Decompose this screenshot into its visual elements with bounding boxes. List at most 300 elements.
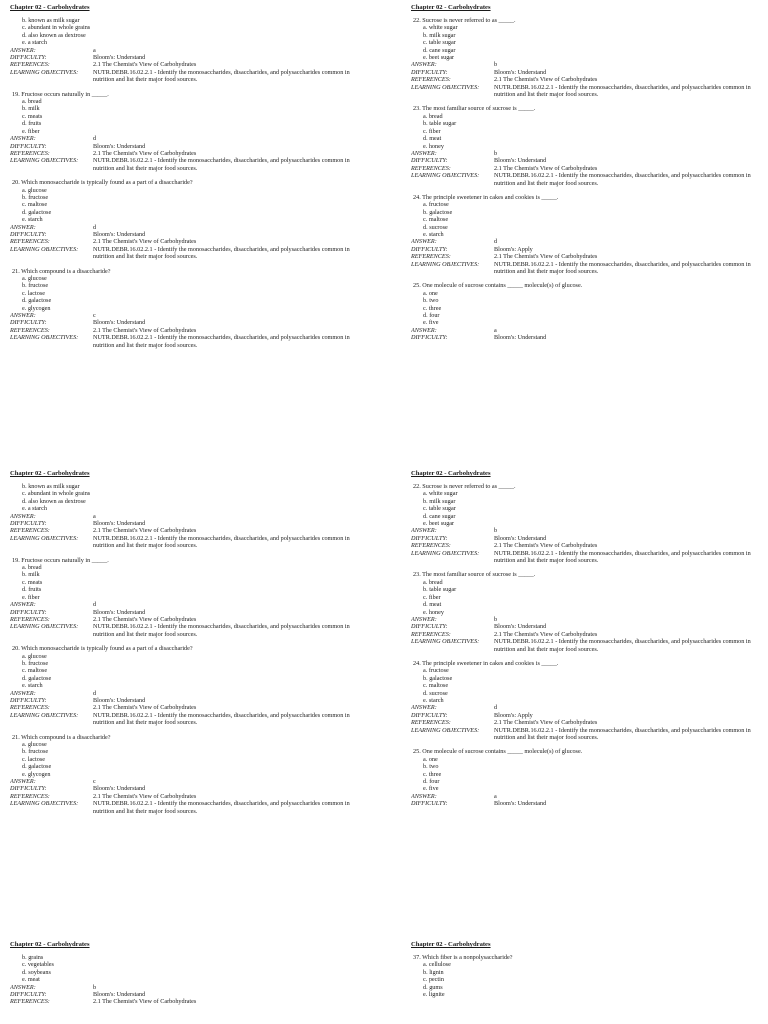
answer-label: ANSWER: — [411, 615, 437, 623]
option: b. two — [423, 297, 439, 305]
chapter-header: Chapter 02 - Carbohydrates — [411, 470, 491, 477]
difficulty-label: DIFFICULTY: — [10, 319, 47, 327]
objectives-value: NUTR.DEBR.16.02.2.1 - Identify the monosaccharides, disaccharides, and polysaccharides common in nutrition and list their major food sources. — [494, 638, 751, 653]
chapter-header: Chapter 02 - Carbohydrates — [411, 4, 491, 11]
answer-label: ANSWER: — [10, 601, 36, 609]
option: a. fructose — [423, 201, 449, 209]
answer-value: d — [93, 135, 97, 143]
references-value: 2.1 The Chemist's View of Carbohydrates — [93, 792, 197, 800]
question-25 — [411, 282, 761, 341]
references-label: REFERENCES: — [411, 164, 451, 172]
question-25 — [411, 748, 761, 807]
option: b. galactose — [423, 208, 453, 216]
question-continued — [10, 954, 360, 1006]
option: c. three — [423, 770, 442, 778]
answer-row — [411, 616, 761, 623]
answer-label: ANSWER: — [10, 46, 36, 54]
difficulty-value: Bloom's: Understand — [93, 520, 146, 528]
answer-row — [411, 527, 761, 534]
question-stem: 19. Fructose occurs naturally in _____. — [12, 90, 109, 98]
references-row — [10, 998, 360, 1005]
answer-value: d — [494, 238, 498, 246]
difficulty-value: Bloom's: Understand — [93, 142, 146, 150]
references-label: REFERENCES: — [411, 76, 451, 84]
objectives-row — [10, 246, 360, 261]
option: d. also known as dextrose — [22, 31, 86, 39]
objectives-label: LEARNING OBJECTIVES: — [411, 549, 480, 557]
option: e. glycogen — [22, 304, 51, 312]
option: e. beet sugar — [423, 54, 455, 62]
objectives-label: LEARNING OBJECTIVES: — [411, 260, 480, 268]
difficulty-label: DIFFICULTY: — [411, 623, 448, 631]
option: d. fruits — [22, 120, 42, 128]
answer-label: ANSWER: — [10, 223, 36, 231]
option: d. galactose — [22, 674, 52, 682]
difficulty-row — [10, 697, 360, 704]
answer-label: ANSWER: — [10, 312, 36, 320]
chapter-header: Chapter 02 - Carbohydrates — [10, 470, 90, 477]
option: c. table sugar — [423, 505, 456, 513]
difficulty-value: Bloom's: Understand — [93, 991, 146, 999]
option: e. a starch — [22, 39, 47, 47]
page-bottom-right — [411, 941, 761, 1024]
question-19 — [10, 557, 360, 638]
option: a. one — [423, 755, 438, 763]
option: e. beet sugar — [423, 520, 455, 528]
difficulty-value: Bloom's: Understand — [93, 54, 146, 62]
option: e. honey — [423, 608, 444, 616]
objectives-label: LEARNING OBJECTIVES: — [411, 726, 480, 734]
difficulty-label: DIFFICULTY: — [10, 142, 47, 150]
references-row — [411, 76, 761, 83]
chapter-header: Chapter 02 - Carbohydrates — [10, 941, 90, 948]
option: e. glycogen — [22, 770, 51, 778]
difficulty-row — [10, 609, 360, 616]
question-stem: 24. The principle sweetener in cakes and cookies is _____. — [413, 193, 559, 201]
option: c. table sugar — [423, 39, 456, 47]
references-row — [411, 542, 761, 549]
references-value: 2.1 The Chemist's View of Carbohydrates — [93, 238, 197, 246]
question-stem: 22. Sucrose is never referred to as _____. — [413, 17, 516, 24]
option: a. glucose — [22, 741, 47, 748]
references-label: REFERENCES: — [10, 527, 50, 535]
references-label: REFERENCES: — [10, 238, 50, 246]
option: c. maltose — [22, 201, 48, 209]
objectives-value: NUTR.DEBR.16.02.2.1 - Identify the monosaccharides, disaccharides, and polysaccharides common in nutrition and list their major food sources. — [93, 157, 350, 172]
answer-label: ANSWER: — [411, 61, 437, 69]
answer-row — [411, 704, 761, 711]
question-stem: 19. Fructose occurs naturally in _____. — [12, 556, 109, 564]
answer-label: ANSWER: — [10, 512, 36, 520]
answer-value: a — [93, 46, 96, 54]
difficulty-value: Bloom's: Understand — [93, 319, 146, 327]
option: d. galactose — [22, 763, 52, 771]
difficulty-row — [411, 157, 761, 164]
option: d. meat — [423, 135, 442, 143]
references-value: 2.1 The Chemist's View of Carbohydrates — [93, 704, 197, 712]
objectives-row — [10, 69, 360, 84]
references-label: REFERENCES: — [10, 998, 50, 1006]
difficulty-value: Bloom's: Understand — [494, 623, 547, 631]
difficulty-label: DIFFICULTY: — [10, 230, 47, 238]
option: b. milk sugar — [423, 497, 456, 505]
question-stem: 20. Which monosaccharide is typically found as a part of a disaccharide? — [12, 179, 193, 187]
option: e. meat — [22, 976, 40, 984]
option: c. pectin — [423, 976, 444, 984]
references-value: 2.1 The Chemist's View of Carbohydrates — [494, 542, 598, 550]
option: c. maltose — [423, 216, 449, 224]
option: b. fructose — [22, 748, 49, 756]
objectives-row — [411, 172, 761, 187]
objectives-value: NUTR.DEBR.16.02.2.1 - Identify the monosaccharides, disaccharides, and polysaccharides common in nutrition and list their major food sources. — [93, 334, 350, 349]
references-row — [411, 631, 761, 638]
difficulty-row — [411, 535, 761, 542]
references-value: 2.1 The Chemist's View of Carbohydrates — [494, 76, 598, 84]
option: e. starch — [423, 696, 444, 704]
question-stem: 21. Which compound is a disaccharide? — [12, 267, 111, 275]
difficulty-label: DIFFICULTY: — [10, 54, 47, 62]
references-value: 2.1 The Chemist's View of Carbohydrates — [93, 149, 197, 157]
question-37 — [411, 954, 761, 998]
option: c. maltose — [423, 682, 449, 690]
question-24 — [411, 660, 761, 741]
question-stem: 23. The most familiar source of sucrose is _____. — [413, 105, 536, 113]
references-row — [10, 150, 360, 157]
answer-label: ANSWER: — [411, 527, 437, 535]
option: e. five — [423, 785, 439, 793]
objectives-value: NUTR.DEBR.16.02.2.1 - Identify the monosaccharides, disaccharides, and polysaccharides common in nutrition and list their major food sources. — [93, 711, 350, 727]
option: b. grains — [22, 954, 44, 961]
answer-value: b — [494, 61, 498, 69]
objectives-row — [411, 550, 761, 565]
objectives-value: NUTR.DEBR.16.02.2.1 - Identify the monosaccharides, disaccharides, and polysaccharides common in nutrition and list their major food sources. — [93, 800, 350, 815]
references-label: REFERENCES: — [10, 149, 50, 157]
option: d. galactose — [22, 297, 52, 305]
objectives-row — [411, 84, 761, 99]
option: d. cane sugar — [423, 512, 456, 520]
difficulty-value: Bloom's: Understand — [93, 785, 146, 793]
option: c. lactose — [22, 289, 46, 297]
objectives-label: LEARNING OBJECTIVES: — [10, 711, 79, 719]
question-stem: 22. Sucrose is never referred to as _____. — [413, 483, 516, 490]
option: c. maltose — [22, 667, 48, 675]
option: c. abundant in whole grains — [22, 490, 91, 498]
answer-value: c — [93, 778, 96, 786]
option: b. milk sugar — [423, 31, 456, 39]
difficulty-value: Bloom's: Understand — [494, 68, 547, 76]
option: d. fruits — [22, 586, 42, 594]
answer-row — [10, 135, 360, 142]
answer-value: d — [93, 689, 97, 697]
objectives-value: NUTR.DEBR.16.02.2.1 - Identify the monosaccharides, disaccharides, and polysaccharides common in nutrition and list their major food sources. — [93, 623, 350, 638]
answer-value: b — [494, 615, 498, 623]
difficulty-label: DIFFICULTY: — [411, 534, 448, 542]
difficulty-value: Bloom's: Understand — [93, 230, 146, 238]
answer-value: a — [494, 326, 497, 334]
answer-value: d — [494, 704, 498, 712]
option: e. starch — [22, 682, 43, 690]
option: a. glucose — [22, 652, 47, 660]
difficulty-value: Bloom's: Understand — [494, 157, 547, 165]
references-value: 2.1 The Chemist's View of Carbohydrates — [494, 719, 598, 727]
option: c. lactose — [22, 755, 46, 763]
difficulty-label: DIFFICULTY: — [10, 991, 47, 999]
option: e. honey — [423, 142, 444, 150]
question-stem: 25. One molecule of sucrose contains _____ molecule(s) of glucose. — [413, 748, 583, 756]
option: b. fructose — [22, 659, 49, 667]
answer-value: b — [93, 983, 97, 991]
difficulty-label: DIFFICULTY: — [411, 711, 448, 719]
option: a. bread — [22, 98, 42, 106]
answer-row — [411, 61, 761, 68]
question-stem: 23. The most familiar source of sucrose is _____. — [413, 571, 536, 579]
objectives-label: LEARNING OBJECTIVES: — [10, 334, 79, 342]
answer-label: ANSWER: — [10, 135, 36, 143]
page-middle-left — [10, 470, 360, 935]
option: e. fiber — [22, 127, 40, 135]
difficulty-label: DIFFICULTY: — [10, 520, 47, 528]
objectives-row — [10, 334, 360, 349]
answer-label: ANSWER: — [10, 983, 36, 991]
question-stem: 20. Which monosaccharide is typically found as a part of a disaccharide? — [12, 645, 193, 653]
option: c. fiber — [423, 593, 441, 601]
difficulty-value: Bloom's: Apply — [494, 245, 533, 253]
difficulty-row — [10, 54, 360, 61]
question-18-continued — [10, 17, 360, 84]
option: b. milk — [22, 571, 40, 579]
question-22 — [411, 483, 761, 564]
question-stem: 21. Which compound is a disaccharide? — [12, 733, 111, 741]
option: a. glucose — [22, 186, 47, 194]
question-21 — [10, 268, 360, 349]
option: d. meat — [423, 601, 442, 609]
answer-value: c — [93, 312, 96, 320]
difficulty-label: DIFFICULTY: — [411, 245, 448, 253]
option: b. table sugar — [423, 120, 457, 128]
option: d. sucrose — [423, 223, 448, 231]
answer-value: a — [494, 792, 497, 800]
references-label: REFERENCES: — [411, 253, 451, 261]
references-row — [411, 165, 761, 172]
option: a. cellulose — [423, 961, 451, 969]
option: b. two — [423, 763, 439, 771]
answer-label: ANSWER: — [10, 778, 36, 786]
option: e. starch — [22, 216, 43, 224]
objectives-row — [10, 712, 360, 727]
difficulty-label: DIFFICULTY: — [10, 785, 47, 793]
objectives-label: LEARNING OBJECTIVES: — [10, 68, 79, 76]
option: c. three — [423, 304, 442, 312]
option: e. starch — [423, 230, 444, 238]
option: b. known as milk sugar — [22, 17, 80, 24]
answer-label: ANSWER: — [411, 704, 437, 712]
option: c. meats — [22, 578, 43, 586]
difficulty-value: Bloom's: Apply — [494, 711, 533, 719]
objectives-label: LEARNING OBJECTIVES: — [411, 638, 480, 646]
option: c. vegetables — [22, 961, 54, 969]
option: c. abundant in whole grains — [22, 24, 91, 32]
answer-row — [411, 238, 761, 245]
question-23 — [411, 105, 761, 186]
objectives-label: LEARNING OBJECTIVES: — [10, 623, 79, 631]
references-value: 2.1 The Chemist's View of Carbohydrates — [93, 61, 197, 69]
question-18-continued — [10, 483, 360, 550]
option: d. sucrose — [423, 689, 448, 697]
objectives-label: LEARNING OBJECTIVES: — [10, 245, 79, 253]
references-value: 2.1 The Chemist's View of Carbohydrates — [93, 527, 197, 535]
difficulty-row — [10, 231, 360, 238]
objectives-label: LEARNING OBJECTIVES: — [411, 172, 480, 180]
objectives-row — [10, 535, 360, 550]
option: a. fructose — [423, 667, 449, 675]
references-row — [10, 616, 360, 623]
difficulty-value: Bloom's: Understand — [494, 534, 547, 542]
difficulty-label: DIFFICULTY: — [411, 68, 448, 76]
difficulty-row — [411, 69, 761, 76]
references-value: 2.1 The Chemist's View of Carbohydrates — [494, 630, 598, 638]
references-label: REFERENCES: — [411, 719, 451, 727]
references-label: REFERENCES: — [411, 630, 451, 638]
difficulty-row — [10, 319, 360, 326]
difficulty-label: DIFFICULTY: — [411, 157, 448, 165]
references-label: REFERENCES: — [10, 326, 50, 334]
answer-row — [10, 224, 360, 231]
difficulty-label: DIFFICULTY: — [411, 800, 448, 808]
option: e. five — [423, 319, 439, 327]
answer-row — [411, 150, 761, 157]
question-21 — [10, 734, 360, 815]
answer-label: ANSWER: — [411, 149, 437, 157]
option: d. cane sugar — [423, 46, 456, 54]
option: e. a starch — [22, 505, 47, 513]
answer-label: ANSWER: — [10, 689, 36, 697]
difficulty-row — [10, 143, 360, 150]
difficulty-value: Bloom's: Understand — [93, 608, 146, 616]
references-row — [411, 719, 761, 726]
question-23 — [411, 571, 761, 652]
references-label: REFERENCES: — [10, 704, 50, 712]
references-label: REFERENCES: — [10, 615, 50, 623]
difficulty-label: DIFFICULTY: — [10, 608, 47, 616]
objectives-value: NUTR.DEBR.16.02.2.1 - Identify the monosaccharides, disaccharides, and polysaccharides common in nutrition and list their major food sources. — [93, 68, 350, 84]
answer-row — [10, 984, 360, 991]
page-top-right — [411, 4, 761, 456]
option: b. fructose — [22, 193, 49, 201]
option: a. white sugar — [423, 490, 458, 498]
objectives-value: NUTR.DEBR.16.02.2.1 - Identify the monosaccharides, disaccharides, and polysaccharides common in nutrition and list their major food sources. — [494, 549, 751, 565]
objectives-row — [10, 623, 360, 638]
option: d. galactose — [22, 208, 52, 216]
references-label: REFERENCES: — [10, 792, 50, 800]
objectives-value: NUTR.DEBR.16.02.2.1 - Identify the monosaccharides, disaccharides, and polysaccharides common in nutrition and list their major food sources. — [93, 534, 350, 550]
option: b. table sugar — [423, 586, 457, 594]
objectives-row — [411, 261, 761, 276]
objectives-label: LEARNING OBJECTIVES: — [10, 534, 79, 542]
question-22 — [411, 17, 761, 98]
chapter-header: Chapter 02 - Carbohydrates — [411, 941, 491, 948]
question-stem: 24. The principle sweetener in cakes and cookies is _____. — [413, 659, 559, 667]
objectives-label: LEARNING OBJECTIVES: — [10, 157, 79, 165]
references-value: 2.1 The Chemist's View of Carbohydrates — [494, 164, 598, 172]
objectives-label: LEARNING OBJECTIVES: — [411, 83, 480, 91]
page-middle-right — [411, 470, 761, 935]
references-row — [411, 253, 761, 260]
question-20 — [10, 179, 360, 260]
question-stem: 25. One molecule of sucrose contains _____ molecule(s) of glucose. — [413, 282, 583, 290]
objectives-value: NUTR.DEBR.16.02.2.1 - Identify the monosaccharides, disaccharides, and polysaccharides common in nutrition and list their major food sources. — [494, 83, 751, 99]
answer-label: ANSWER: — [411, 238, 437, 246]
option: e. fiber — [22, 593, 40, 601]
option: d. soybeans — [22, 968, 51, 976]
question-24 — [411, 194, 761, 275]
references-row — [10, 61, 360, 68]
references-row — [10, 238, 360, 245]
difficulty-row — [411, 334, 761, 341]
option: c. fiber — [423, 127, 441, 135]
references-row — [10, 327, 360, 334]
answer-label: ANSWER: — [411, 792, 437, 800]
answer-row — [10, 601, 360, 608]
option: a. white sugar — [423, 24, 458, 32]
option: a. glucose — [22, 275, 47, 282]
option: a. bread — [423, 112, 443, 120]
objectives-label: LEARNING OBJECTIVES: — [10, 800, 79, 808]
answer-row — [10, 513, 360, 520]
answer-row — [10, 690, 360, 697]
difficulty-row — [411, 623, 761, 630]
answer-value: d — [93, 601, 97, 609]
answer-row — [10, 778, 360, 785]
difficulty-row — [10, 520, 360, 527]
question-stem: 37. Which fiber is a nonpolysaccharide? — [413, 954, 513, 961]
objectives-value: NUTR.DEBR.16.02.2.1 - Identify the monosaccharides, disaccharides, and polysaccharides common in nutrition and list their major food sources. — [93, 245, 350, 261]
answer-row — [10, 47, 360, 54]
references-label: REFERENCES: — [411, 542, 451, 550]
references-value: 2.1 The Chemist's View of Carbohydrates — [494, 253, 598, 261]
objectives-row — [10, 157, 360, 172]
option: b. galactose — [423, 674, 453, 682]
page-top-left — [10, 4, 360, 462]
answer-row — [10, 312, 360, 319]
references-row — [10, 704, 360, 711]
difficulty-row — [411, 712, 761, 719]
difficulty-value: Bloom's: Understand — [494, 800, 547, 808]
objectives-value: NUTR.DEBR.16.02.2.1 - Identify the monosaccharides, disaccharides, and polysaccharides common in nutrition and list their major food sources. — [494, 172, 751, 187]
references-row — [10, 527, 360, 534]
answer-row — [411, 793, 761, 800]
answer-row — [411, 327, 761, 334]
difficulty-row — [411, 246, 761, 253]
option: a. bread — [423, 578, 443, 586]
option: a. bread — [22, 564, 42, 572]
answer-value: b — [494, 527, 498, 535]
difficulty-label: DIFFICULTY: — [411, 334, 448, 342]
option: d. also known as dextrose — [22, 497, 86, 505]
references-value: 2.1 The Chemist's View of Carbohydrates — [93, 998, 197, 1006]
difficulty-value: Bloom's: Understand — [494, 334, 547, 342]
option: a. one — [423, 289, 438, 297]
option: b. fructose — [22, 282, 49, 290]
answer-label: ANSWER: — [411, 326, 437, 334]
option: b. known as milk sugar — [22, 483, 80, 490]
option: d. four — [423, 778, 440, 786]
objectives-value: NUTR.DEBR.16.02.2.1 - Identify the monosaccharides, disaccharides, and polysaccharides common in nutrition and list their major food sources. — [494, 726, 751, 741]
page-bottom-left — [10, 941, 360, 1024]
option: b. milk — [22, 105, 40, 113]
question-19 — [10, 91, 360, 172]
difficulty-row — [10, 785, 360, 792]
objectives-row — [10, 800, 360, 815]
